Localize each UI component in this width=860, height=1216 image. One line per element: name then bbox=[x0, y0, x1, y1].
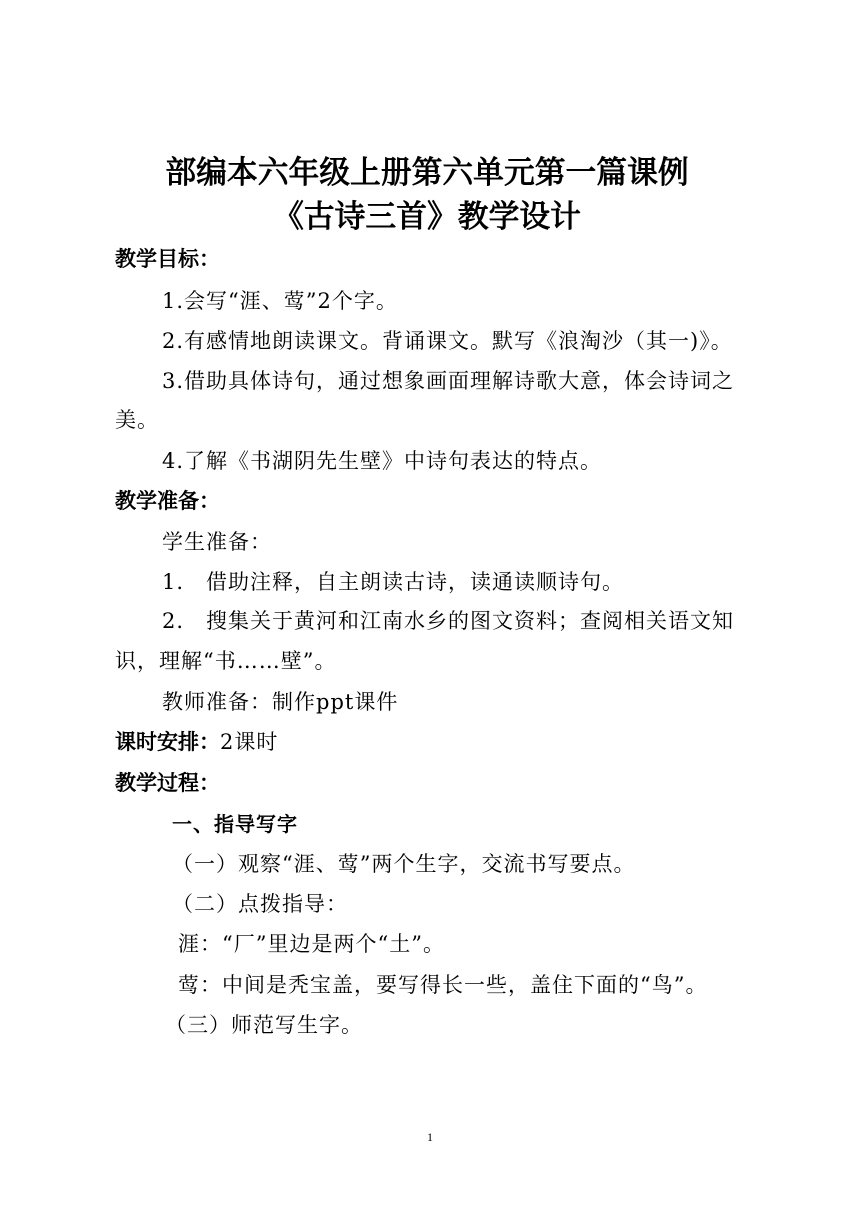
schedule-value: 2课时 bbox=[220, 730, 279, 754]
schedule-line bbox=[115, 727, 278, 757]
process-step-3: （三）师范写生字。 bbox=[165, 1013, 363, 1037]
document-title-line1: 部编本六年级上册第六单元第一篇课例 bbox=[165, 155, 689, 191]
student-prep-item-1: 1. 借助注释，自主朗读古诗，读通读顺诗句。 bbox=[162, 570, 625, 594]
goal-item-4: 4.了解《书湖阴先生壁》中诗句表达的特点。 bbox=[162, 449, 603, 473]
student-prep-label: 学生准备： bbox=[162, 530, 272, 554]
process-note-1: 涯：“厂”里边是两个“土”。 bbox=[178, 932, 445, 956]
document-title-line2: 《古诗三首》教学设计 bbox=[273, 199, 581, 235]
goals-heading: 教学目标： bbox=[115, 247, 220, 271]
prep-heading: 教学准备： bbox=[115, 489, 220, 513]
teacher-prep: 教师准备：制作ppt课件 bbox=[162, 690, 399, 714]
student-prep-item-2: 2. 搜集关于黄河和江南水乡的图文资料；查阅相关语文知 bbox=[162, 609, 735, 633]
schedule-heading: 课时安排： bbox=[115, 730, 220, 754]
process-step-1: （一）观察“涯、莺”两个生字，交流书写要点。 bbox=[172, 852, 636, 876]
process-heading: 教学过程： bbox=[115, 771, 220, 795]
goal-item-3-continued: 美。 bbox=[115, 408, 159, 432]
process-note-2: 莺：中间是秃宝盖，要写得长一些，盖住下面的“鸟”。 bbox=[178, 973, 708, 997]
goal-item-1: 1.会写“涯、莺”2个字。 bbox=[162, 289, 398, 313]
student-prep-item-2-continued: 识，理解“书……壁”。 bbox=[115, 649, 337, 673]
goal-item-3: 3.借助具体诗句，通过想象画面理解诗歌大意，体会诗词之 bbox=[162, 369, 735, 393]
process-section-1: 一、指导写字 bbox=[172, 812, 298, 836]
goal-item-2: 2.有感情地朗读课文。背诵课文。默写《浪淘沙（其一)》。 bbox=[162, 329, 733, 353]
process-step-2: （二）点拨指导： bbox=[172, 892, 348, 916]
page-number: 1 bbox=[427, 1130, 433, 1144]
